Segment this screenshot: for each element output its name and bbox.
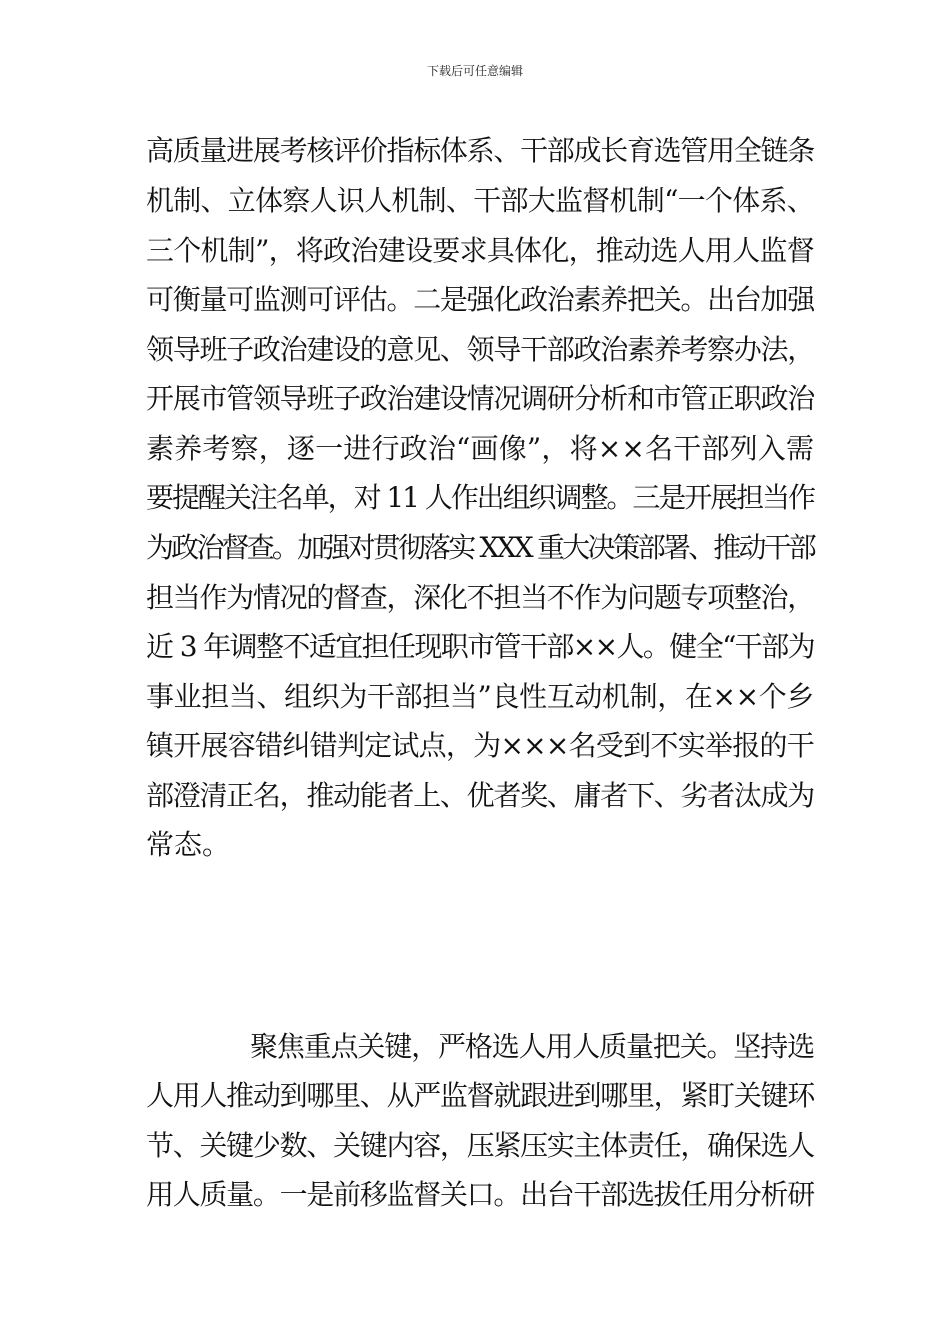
text-line: 要提醒关注名单，对 11 人作出组织调整。三是开展担当作 (146, 481, 814, 514)
text-line: 高质量进展考核评价指标体系、干部成长育选管用全链条 (146, 134, 814, 167)
text-line: 为政治督查。加强对贯彻落实 XXX 重大决策部署、推动干部 (146, 531, 814, 564)
page-header-note: 下载后可任意编辑 (426, 64, 523, 78)
text-line: 开展市管领导班子政治建设情况调研分析和市管正职政治 (146, 382, 814, 415)
text-line: 镇开展容错纠错判定试点，为×××名受到不实举报的干 (146, 729, 814, 762)
text-line: 素养考察，逐一进行政治“画像”，将××名干部列入需 (146, 432, 815, 465)
text-line: 事业担当、组织为干部担当”良性互动机制，在××个乡 (146, 680, 814, 713)
text-line: 用人质量。一是前移监督关口。出台干部选拔任用分析研 (146, 1178, 814, 1211)
text-line-indented: 聚焦重点关键，严格选人用人质量把关。坚持选 (250, 1030, 814, 1063)
text-line: 领导班子政治建设的意见、领导干部政治素养考察办法， (146, 333, 814, 366)
text-line: 机制、立体察人识人机制、干部大监督机制“一个体系、 (146, 184, 814, 217)
text-line: 节、关键少数、关键内容，压紧压实主体责任，确保选人 (146, 1129, 814, 1162)
text-line: 近 3 年调整不适宜担任现职市管干部××人。健全“干部为 (146, 630, 814, 663)
text-line: 担当作为情况的督查，深化不担当不作为问题专项整治， (146, 581, 814, 614)
text-line: 常态。 (146, 828, 231, 861)
text-line: 人用人推动到哪里、从严监督就跟进到哪里，紧盯关键环 (146, 1079, 814, 1112)
text-line: 可衡量可监测可评估。二是强化政治素养把关。出台加强 (146, 283, 814, 316)
text-line: 部澄清正名，推动能者上、优者奖、庸者下、劣者汰成为 (146, 779, 814, 812)
text-line: 三个机制”，将政治建设要求具体化，推动选人用人监督 (146, 234, 814, 267)
